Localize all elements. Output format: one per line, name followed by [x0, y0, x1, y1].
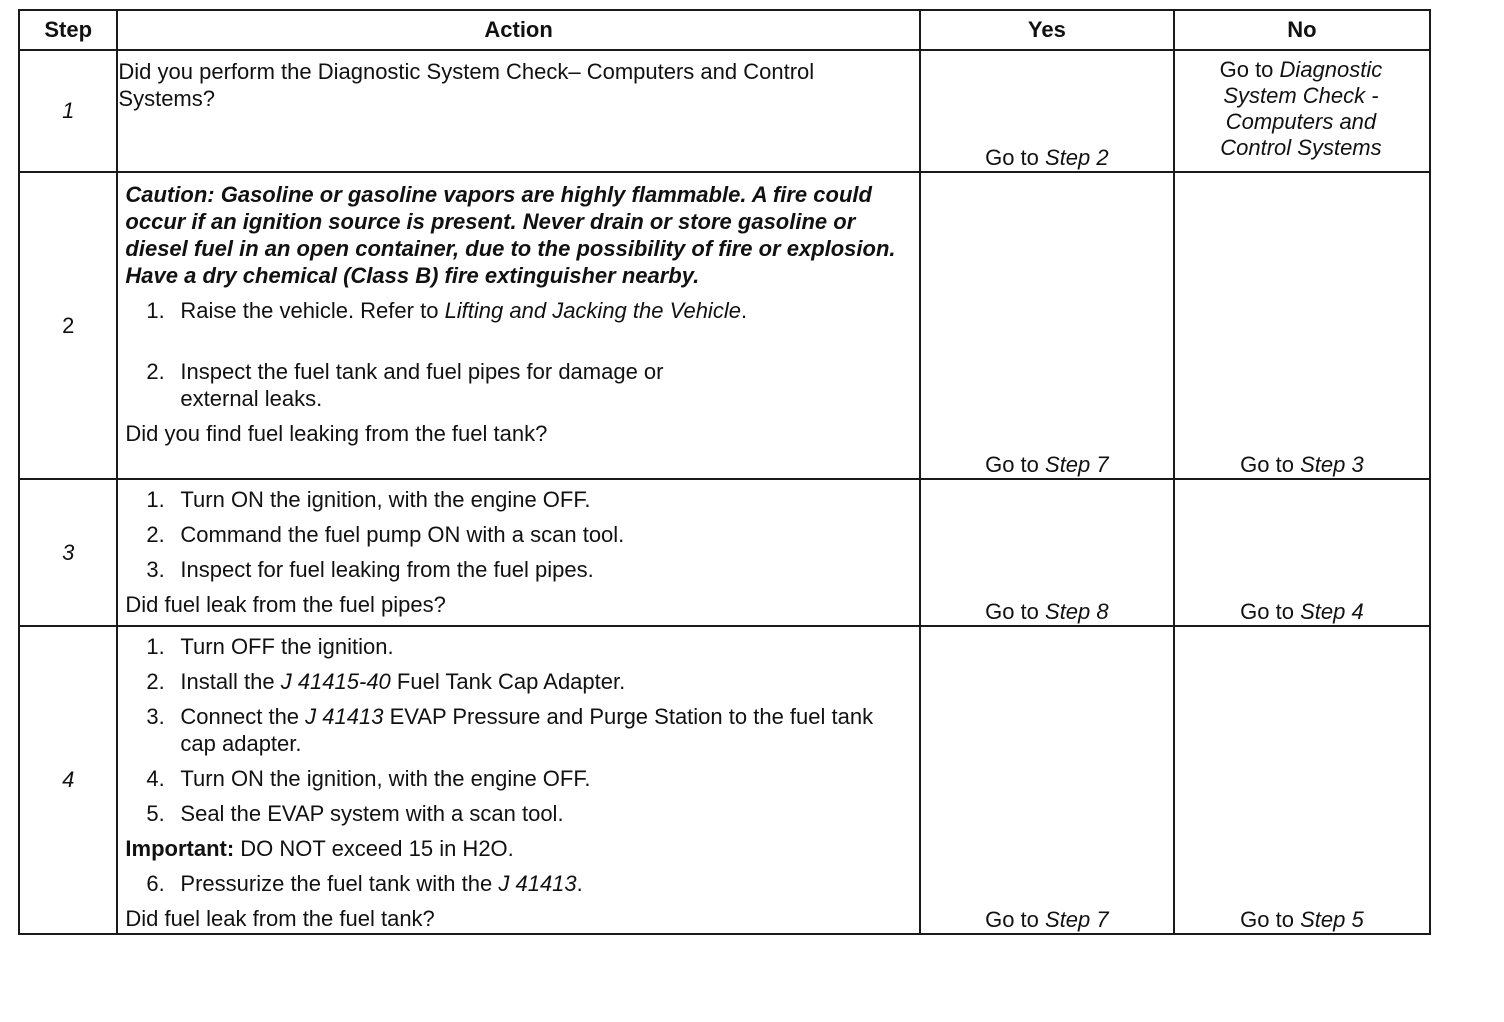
action-cell	[117, 626, 919, 934]
table-row	[19, 50, 1430, 172]
yes-cell	[920, 626, 1174, 934]
no-link[interactable]: Step 4	[1300, 599, 1364, 624]
list-item: 1. Turn OFF the ignition.	[146, 634, 394, 659]
no-cell	[1174, 479, 1430, 626]
no-prefix: Go to	[1240, 907, 1294, 932]
no-prefix: Go to	[1240, 599, 1294, 624]
list-item: 5. Seal the EVAP system with a scan tool.	[146, 801, 564, 826]
question-text: Did fuel leak from the fuel tank?	[125, 906, 435, 931]
step-number: 2	[19, 172, 117, 479]
yes-cell	[920, 50, 1174, 172]
action-cell	[117, 479, 919, 626]
no-cell	[1174, 50, 1430, 172]
yes-prefix: Go to	[985, 907, 1039, 932]
step-number: 4	[19, 626, 117, 934]
table-row	[19, 626, 1430, 934]
no-link[interactable]: Diagnostic System Check - Computers and Control Systems	[1220, 57, 1383, 160]
list-item: 6. Pressurize the fuel tank with the J 41413.	[146, 871, 583, 896]
yes-cell	[920, 479, 1174, 626]
header-step: Step	[19, 10, 117, 50]
no-cell	[1174, 626, 1430, 934]
tool-reference: J 41415-40	[280, 669, 391, 694]
table-row	[19, 172, 1430, 479]
list-item: 2. Install the J 41415-40 Fuel Tank Cap Adapter.	[146, 669, 626, 694]
action-cell	[117, 172, 919, 479]
list-item: 1. Raise the vehicle. Refer to Lifting and Jacking the Vehicle.	[146, 298, 748, 323]
no-prefix: Go to	[1219, 57, 1274, 82]
important-text: DO NOT exceed 15 in H2O.	[240, 836, 514, 861]
header-no: No	[1174, 10, 1430, 50]
no-cell	[1174, 172, 1430, 479]
step-number: 1	[19, 50, 117, 172]
no-prefix: Go to	[1240, 452, 1294, 477]
list-item: 2. Command the fuel pump ON with a scan tool.	[146, 522, 625, 547]
header-action: Action	[117, 10, 919, 50]
caution-text: Caution: Gasoline or gasoline vapors are highly flammable. A fire could occur if an ignition source is present. Never drain or store gasoline or diesel fuel in an open container, due to the possibility of fire or explosion. Have a dry chemical (Class B) fire extinguisher nearby.	[125, 182, 896, 288]
yes-link[interactable]: Step 2	[1045, 145, 1109, 170]
yes-cell	[920, 172, 1174, 479]
header-yes: Yes	[920, 10, 1174, 50]
list-item: 3. Connect the J 41413 EVAP Pressure and Purge Station to the fuel tank cap adapter.	[146, 704, 874, 756]
list-item: 3. Inspect for fuel leaking from the fuel pipes.	[146, 557, 594, 582]
list-item: 4. Turn ON the ignition, with the engine OFF.	[146, 766, 591, 791]
action-cell	[117, 50, 919, 172]
reference-link[interactable]: Lifting and Jacking the Vehicle	[444, 298, 741, 323]
yes-link[interactable]: Step 7	[1045, 907, 1109, 932]
no-link[interactable]: Step 3	[1300, 452, 1364, 477]
important-label: Important:	[125, 836, 235, 861]
question-text: Did fuel leak from the fuel pipes?	[125, 592, 446, 617]
no-link[interactable]: Step 5	[1300, 907, 1364, 932]
tool-reference: J 41413	[305, 704, 384, 729]
question-text: Did you perform the Diagnostic System Check– Computers and Control Systems?	[118, 59, 815, 111]
yes-prefix: Go to	[985, 599, 1039, 624]
header-row	[19, 10, 1430, 50]
important-note	[118, 835, 918, 862]
tool-reference: J 41413	[498, 871, 577, 896]
question-text: Did you find fuel leaking from the fuel tank?	[125, 421, 548, 446]
list-item: 2. Inspect the fuel tank and fuel pipes for damage or external leaks.	[146, 359, 664, 411]
yes-prefix: Go to	[985, 452, 1039, 477]
table-row	[19, 479, 1430, 626]
yes-link[interactable]: Step 8	[1045, 599, 1109, 624]
yes-link[interactable]: Step 7	[1045, 452, 1109, 477]
step-number: 3	[19, 479, 117, 626]
diagnostic-table	[18, 9, 1431, 935]
yes-prefix: Go to	[985, 145, 1039, 170]
list-item: 1. Turn ON the ignition, with the engine OFF.	[146, 487, 591, 512]
